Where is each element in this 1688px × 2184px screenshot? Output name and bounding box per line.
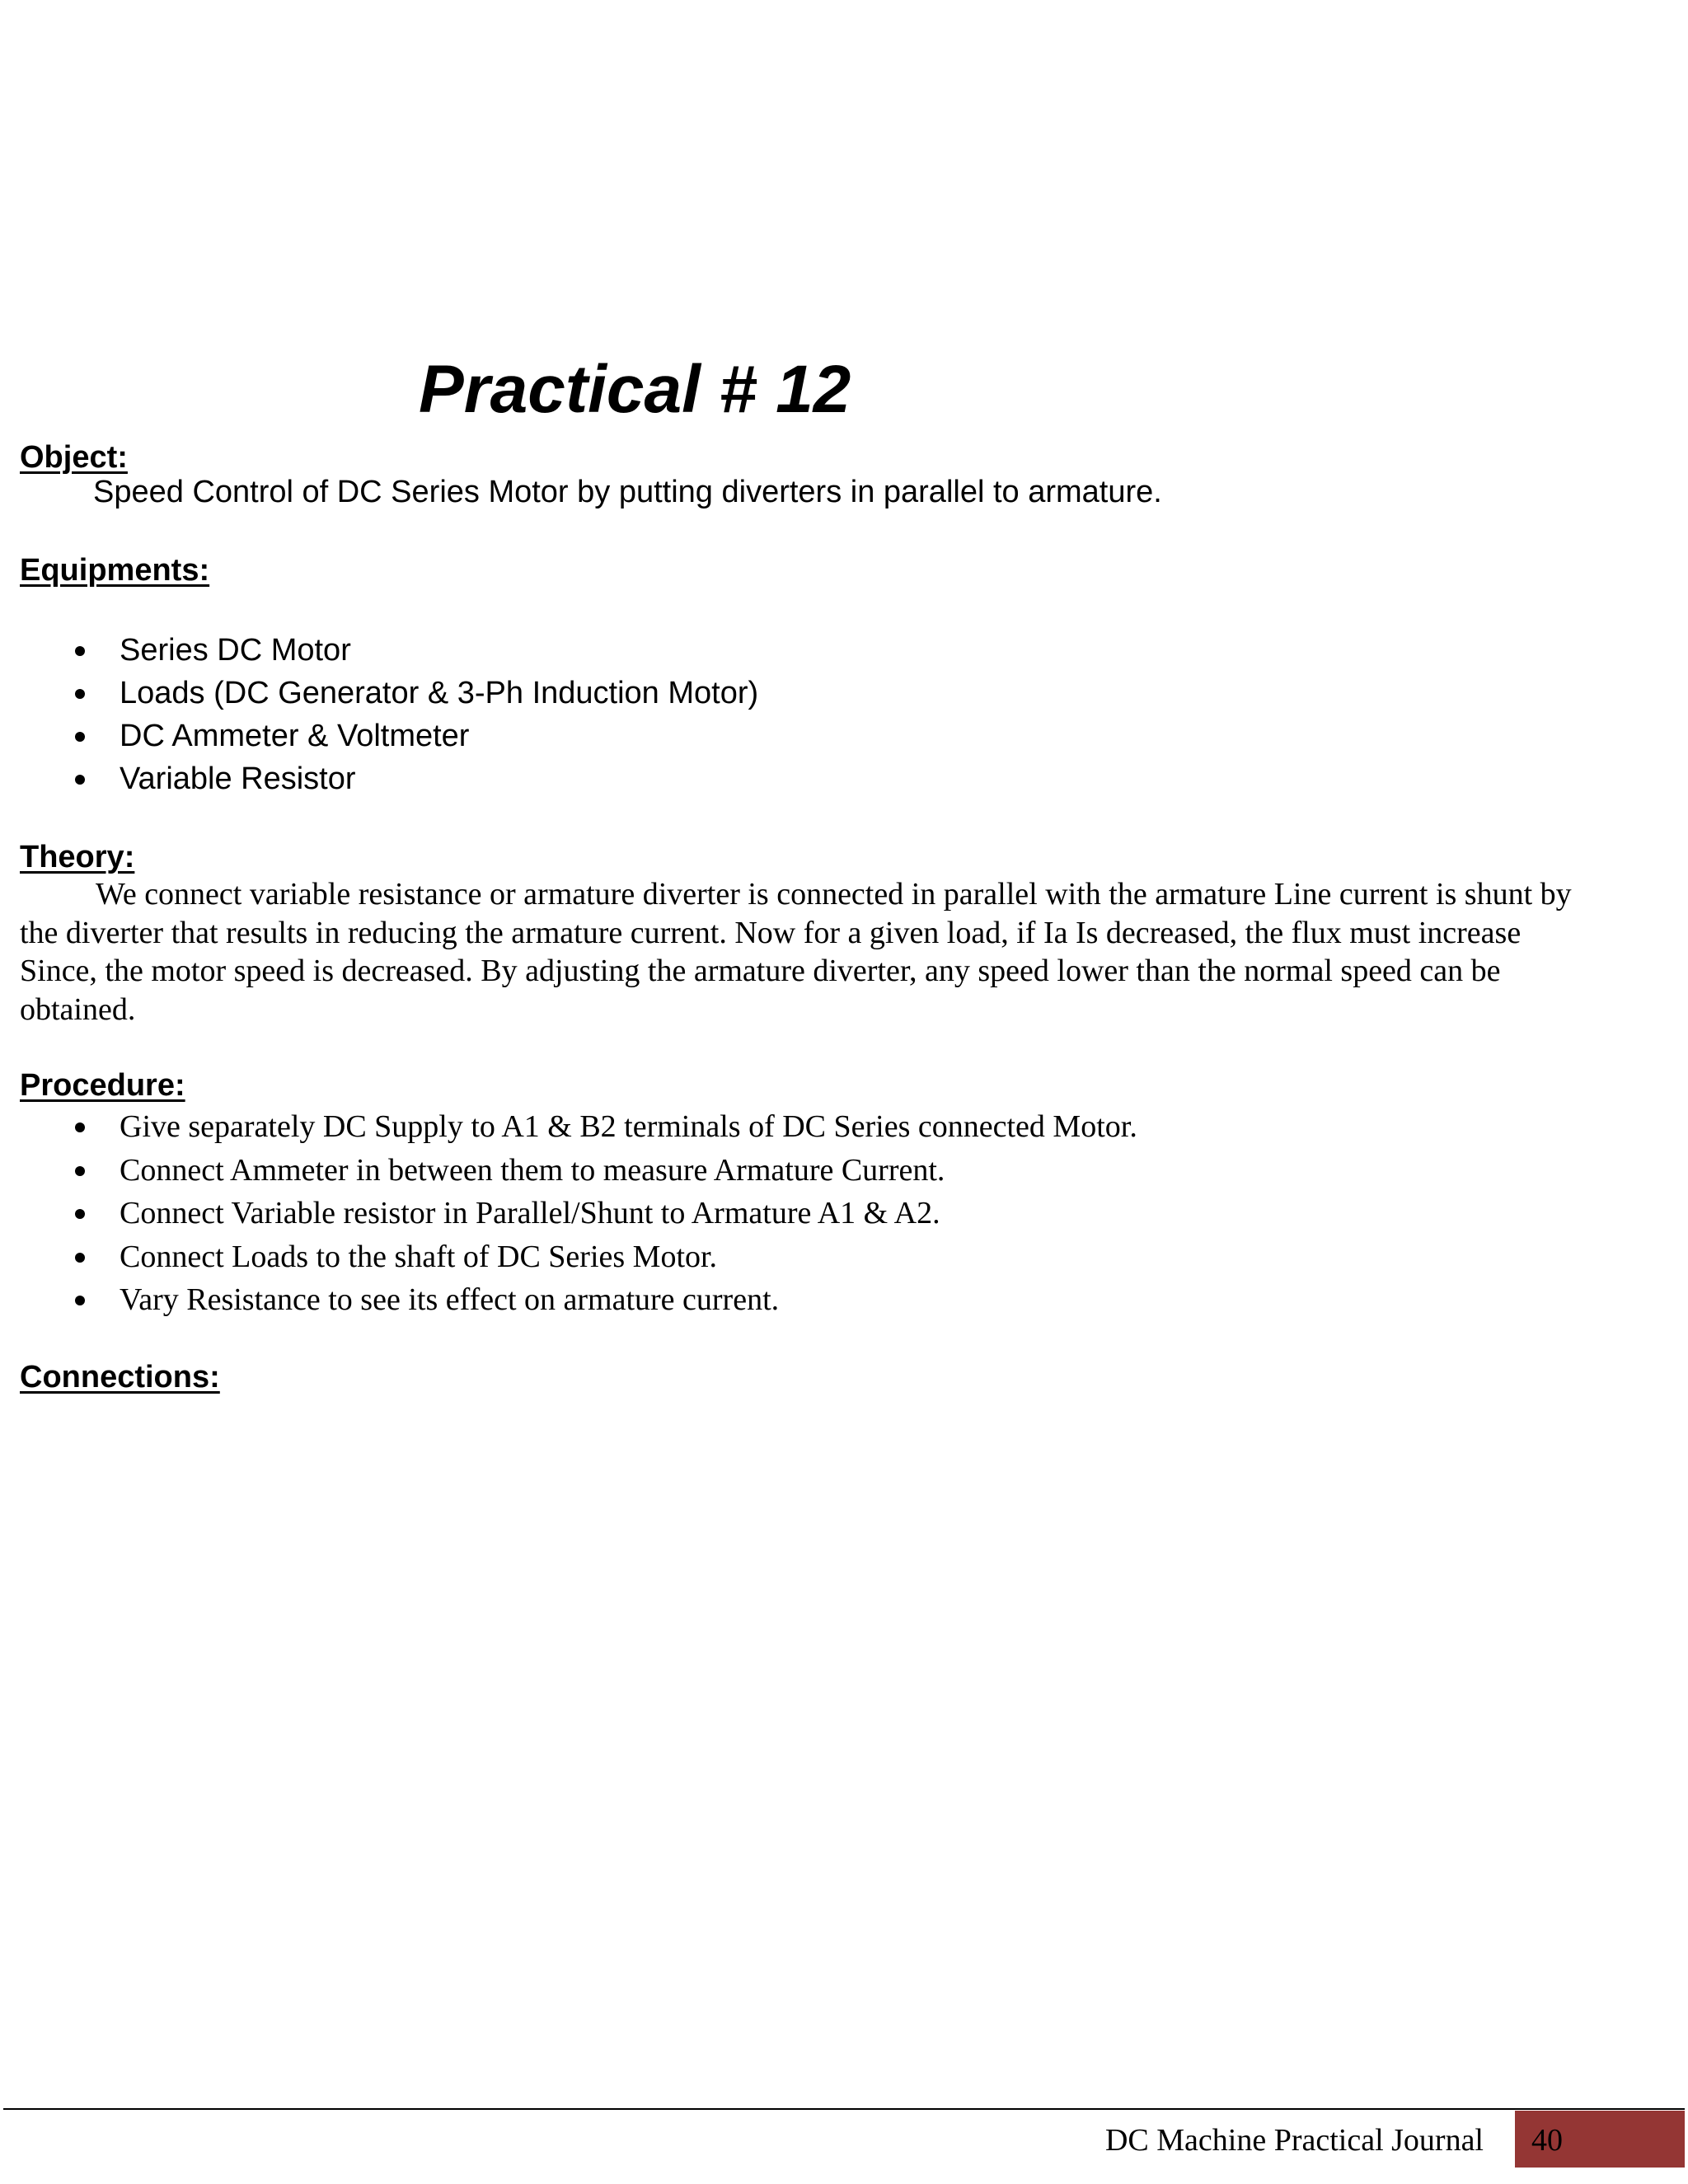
object-heading: Object:: [20, 440, 128, 475]
equipments-heading: Equipments:: [20, 553, 210, 588]
list-item: DC Ammeter & Voltmeter: [0, 715, 758, 757]
theory-line: the diverter that results in reducing the armature current. Now for a given load, if Ia Is decreased, the flux must increase: [20, 915, 1522, 950]
procedure-heading: Procedure:: [20, 1068, 185, 1103]
procedure-list: [0, 1105, 1137, 1322]
list-item: Give separately DC Supply to A1 & B2 terminals of DC Series connected Motor.: [0, 1105, 1137, 1149]
list-item: Connect Variable resistor in Parallel/Shunt to Armature A1 & A2.: [0, 1192, 1137, 1235]
theory-paragraph: [20, 875, 1668, 1029]
theory-line: We connect variable resistance or armature diverter is connected in parallel with the armature Line current is shunt by: [96, 877, 1572, 912]
equipments-list: [0, 629, 758, 800]
page-number: 40: [1531, 2123, 1563, 2158]
list-item: Series DC Motor: [0, 629, 758, 672]
connections-heading: Connections:: [20, 1360, 220, 1394]
page-title: Practical # 12: [419, 352, 851, 427]
object-text: Speed Control of DC Series Motor by putting diverters in parallel to armature.: [93, 475, 1162, 509]
theory-line: obtained.: [20, 991, 136, 1027]
list-item: Connect Loads to the shaft of DC Series Motor.: [0, 1235, 1137, 1279]
page-number-box: [1515, 2111, 1685, 2168]
footer-divider: [3, 2108, 1685, 2110]
footer-journal-title: DC Machine Practical Journal: [1104, 2123, 1484, 2158]
list-item: Vary Resistance to see its effect on armature current.: [0, 1278, 1137, 1322]
list-item: Variable Resistor: [0, 757, 758, 800]
list-item: Connect Ammeter in between them to measure Armature Current.: [0, 1149, 1137, 1193]
theory-line: Since, the motor speed is decreased. By adjusting the armature diverter, any speed lower than the normal speed can be: [20, 954, 1501, 988]
theory-heading: Theory:: [20, 840, 135, 874]
list-item: Loads (DC Generator & 3-Ph Induction Motor): [0, 672, 758, 715]
